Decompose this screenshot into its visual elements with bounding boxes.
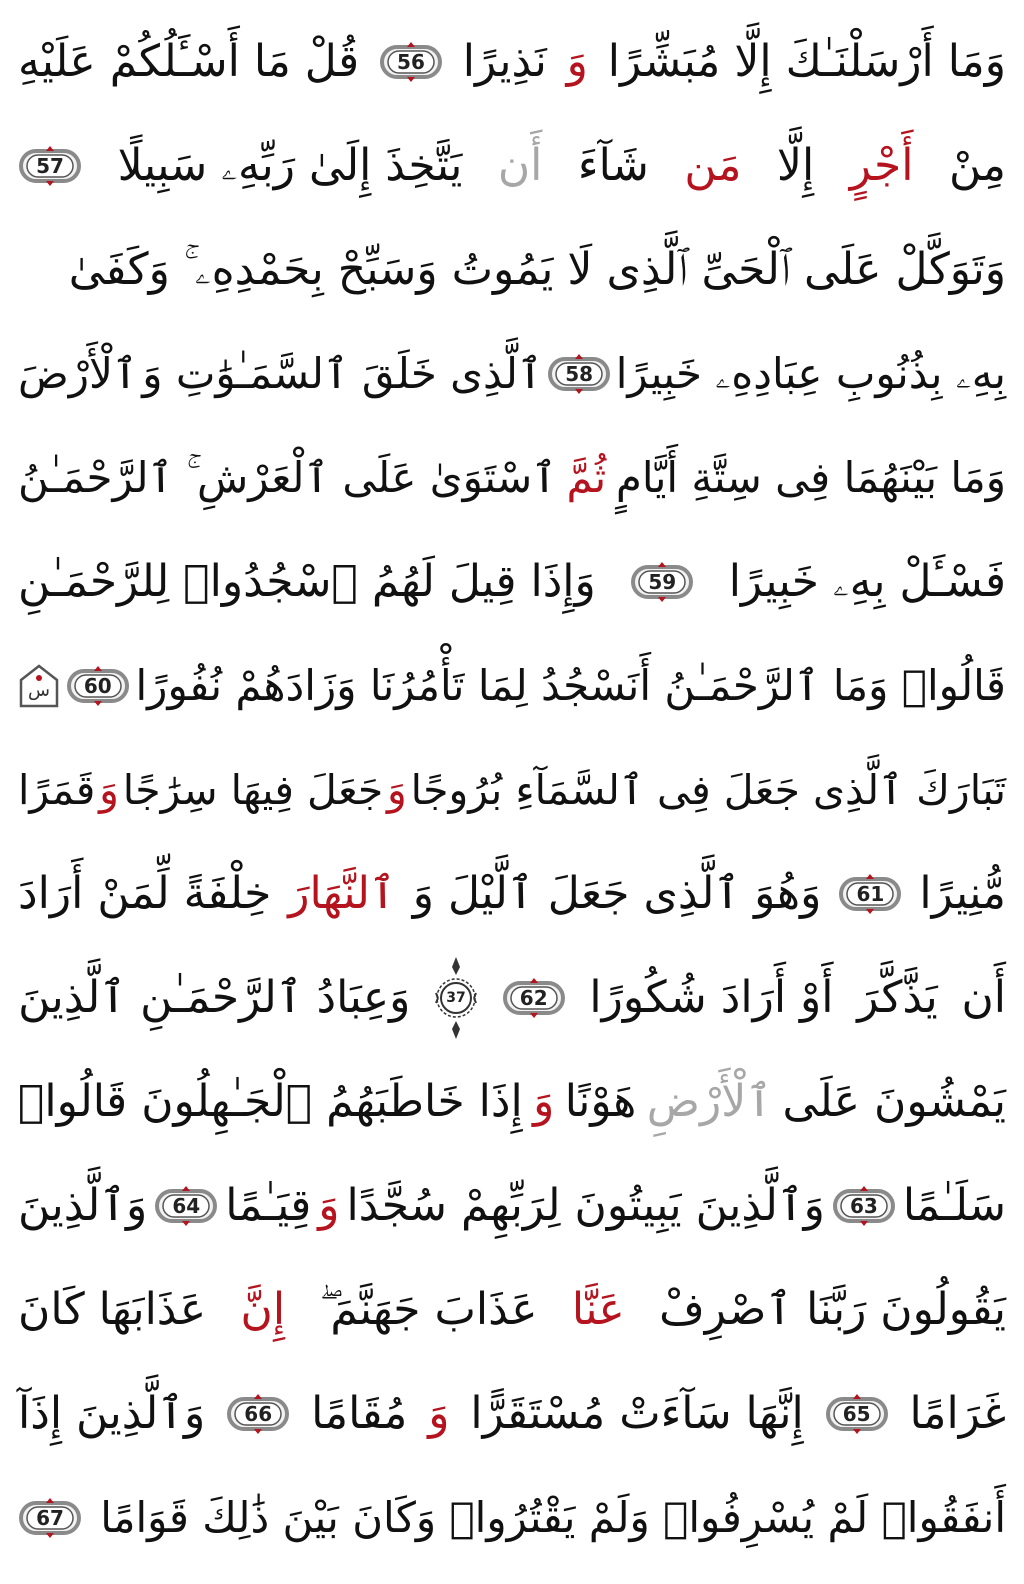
verse-text: وَ	[99, 766, 119, 814]
text-line	[18, 1054, 1006, 1150]
verse-text: أَن	[497, 140, 543, 191]
ayah-number-marker	[838, 874, 902, 914]
verse-text: وَٱلَّذِينَ يَبِيتُونَ لِرَبِّهِمْ سُجَّدًا	[346, 1180, 825, 1231]
ayah-number-marker	[502, 978, 566, 1018]
text-line	[18, 950, 1006, 1046]
hizb-emblem	[434, 953, 478, 1043]
mushaf-page	[18, 0, 1006, 1584]
verse-text: جَعَلَ فِيهَا سِرَٰجًا	[122, 766, 384, 814]
verse-text: هَوْنًا	[564, 1076, 637, 1127]
verse-text: ٱسْتَوَىٰ عَلَى ٱلْعَرْشِ ۚ ٱلرَّحْمَـٰنُ	[18, 453, 557, 502]
verse-text: أَوْ أَرَادَ شُكُورًا	[589, 972, 834, 1023]
verse-text: خِلْفَةً لِّمَنْ أَرَادَ	[18, 868, 272, 919]
verse-text: إِنَّهَا سَآءَتْ مُسْتَقَرًّا	[470, 1388, 804, 1439]
verse-text: عَذَابَهَا كَانَ	[18, 1284, 207, 1335]
text-line	[18, 118, 1006, 214]
verse-text: وَ	[387, 766, 407, 814]
ayah-number: 64	[172, 1194, 201, 1218]
verse-text: يَتَّخِذَ إِلَىٰ رَبِّهِۦ سَبِيلًا	[117, 140, 463, 191]
verse-text: مُقَامًا	[311, 1388, 408, 1439]
verse-text: ٱلنَّهَارَ	[288, 868, 396, 919]
verse-text: بِهِۦ بِذُنُوبِ عِبَادِهِۦ خَبِيرًا	[615, 349, 1006, 398]
verse-text: وَعِبَادُ ٱلرَّحْمَـٰنِ ٱلَّذِينَ	[18, 972, 411, 1023]
verse-text: أَن	[961, 972, 1006, 1023]
verse-text: وَ	[428, 1388, 450, 1439]
verse-text: يَمْشُونَ عَلَى	[782, 1076, 1006, 1127]
verse-text: غَرَامًا	[909, 1388, 1006, 1439]
text-line	[18, 846, 1006, 942]
text-line	[18, 742, 1006, 838]
ayah-number: 60	[83, 674, 112, 698]
text-line	[18, 1158, 1006, 1254]
ayah-number: 66	[244, 1402, 273, 1426]
verse-text: قَمَرًا	[18, 766, 96, 814]
verse-text: وَمَا أَرْسَلْنَـٰكَ إِلَّا مُبَشِّرًا	[607, 36, 1006, 87]
ayah-number: 57	[36, 154, 64, 178]
ayah-number-marker	[547, 354, 611, 394]
ayah-number-marker	[379, 42, 443, 82]
ayah-number: 67	[36, 1506, 64, 1530]
verse-text: إِلَّا	[776, 140, 815, 191]
verse-text: سَلَـٰمًا	[902, 1180, 1006, 1231]
ayah-number-marker	[66, 666, 130, 706]
verse-text: مَن	[684, 140, 742, 191]
verse-text: يَذَّكَّرَ	[857, 972, 938, 1023]
text-line	[18, 1262, 1006, 1358]
verse-text: قِيَـٰمًا	[225, 1180, 312, 1231]
verse-text: وَهُوَ ٱلَّذِى جَعَلَ ٱلَّيْلَ وَ	[412, 868, 822, 919]
ayah-number-marker	[630, 562, 694, 602]
text-line	[18, 326, 1006, 422]
ayah-number: 62	[519, 986, 548, 1010]
verse-text: ٱلْأَرْضِ	[646, 1076, 773, 1127]
verse-text: أَنفَقُوا۟ لَمْ يُسْرِفُوا۟ وَلَمْ يَقْتُرُوا۟ وَكَانَ بَيْنَ ذَٰلِكَ قَوَامًا	[100, 1493, 1006, 1542]
ayah-number: 56	[397, 50, 425, 74]
verse-text: إِذَا خَاطَبَهُمُ ٱلْجَـٰهِلُونَ قَالُوا۟	[18, 1076, 523, 1127]
verse-text: ٱلْأَرْضَ	[18, 349, 138, 398]
ayah-number: 61	[856, 882, 885, 906]
ayah-number: 58	[565, 362, 594, 386]
text-line	[18, 222, 1006, 318]
verse-text: يَقُولُونَ رَبَّنَا ٱصْرِفْ	[659, 1284, 1006, 1335]
ayah-number-marker	[154, 1186, 218, 1226]
hizb-number: 37	[446, 990, 466, 1006]
ayah-number-marker	[226, 1394, 290, 1434]
verse-text: عَنَّا	[571, 1284, 625, 1335]
verse-text: عَذَابَ جَهَنَّمَ ۖ	[319, 1284, 538, 1335]
ayah-number-marker	[832, 1186, 896, 1226]
verse-text: وَٱلَّذِينَ إِذَآ	[18, 1388, 206, 1439]
verse-text: أَجْرٍ	[849, 140, 914, 191]
ayah-number-marker	[825, 1394, 889, 1434]
verse-text: قَالُوا۟ وَمَا ٱلرَّحْمَـٰنُ أَنَسْجُدُ لِمَا تَأْمُرُنَا وَزَادَهُمْ نُفُورًا	[135, 661, 1006, 710]
verse-text: مِنْ	[948, 140, 1006, 191]
verse-text: نَذِيرًا	[462, 36, 547, 87]
text-line	[18, 1366, 1006, 1462]
sajda-glyph: س	[28, 679, 50, 701]
text-line	[18, 638, 1006, 734]
text-line	[18, 534, 1006, 630]
ayah-number-marker	[18, 1498, 82, 1538]
verse-text: إِنَّ	[240, 1284, 286, 1335]
verse-text: وَ	[566, 36, 588, 87]
ayah-number: 59	[648, 570, 677, 594]
verse-text: وَتَوَكَّلْ عَلَى ٱلْحَىِّ ٱلَّذِى لَا يَمُوتُ وَسَبِّحْ بِحَمْدِهِۦ ۚ وَكَفَىٰ	[68, 244, 1006, 295]
ayah-number: 63	[849, 1194, 878, 1218]
text-line	[18, 1470, 1006, 1566]
ayah-number-marker	[18, 146, 82, 186]
verse-text: شَآءَ	[577, 140, 649, 191]
text-line	[18, 430, 1006, 526]
verse-text: فَسْـَٔلْ بِهِۦ خَبِيرًا	[728, 556, 1006, 607]
verse-text: مُّنِيرًا	[919, 868, 1006, 919]
verse-text: ٱلَّذِى خَلَقَ ٱلسَّمَـٰوَٰتِ وَ	[142, 349, 543, 398]
verse-text: وَٱلَّذِينَ	[18, 1180, 148, 1231]
verse-text: ثُمَّ	[566, 453, 607, 502]
verse-text: قُلْ مَا أَسْـَٔلُكُمْ عَلَيْهِ	[18, 36, 360, 87]
verse-text: وَمَا بَيْنَهُمَا فِى سِتَّةِ أَيَّامٍ	[615, 453, 1006, 502]
sajda-marker	[18, 664, 60, 708]
text-line	[18, 14, 1006, 110]
verse-text: وَ	[533, 1076, 555, 1127]
ayah-number: 65	[842, 1402, 871, 1426]
verse-text: تَبَارَكَ ٱلَّذِى جَعَلَ فِى ٱلسَّمَآءِ بُرُوجًا	[410, 766, 1006, 814]
verse-text: وَ	[318, 1180, 340, 1231]
verse-text: وَإِذَا قِيلَ لَهُمُ ٱسْجُدُوا۟ لِلرَّحْمَـٰنِ	[18, 556, 596, 607]
